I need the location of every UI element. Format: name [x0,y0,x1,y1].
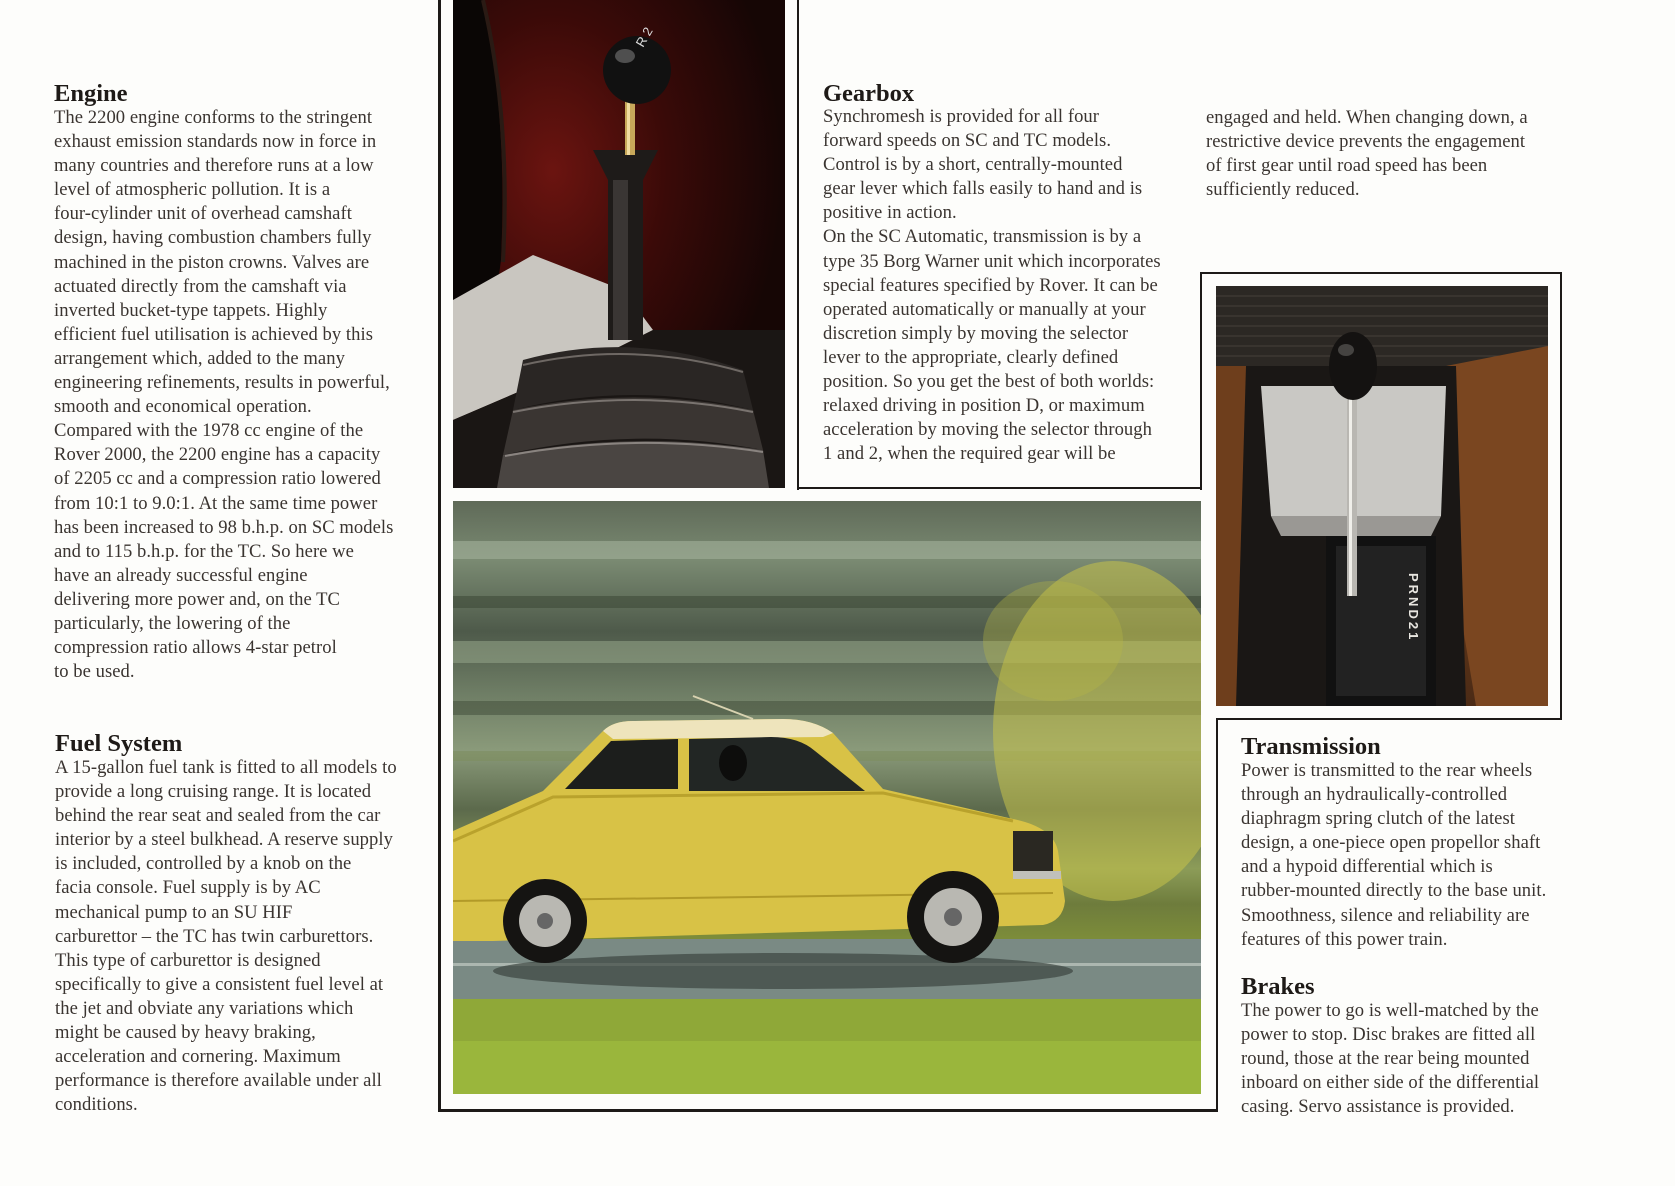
engine-heading: Engine [54,80,128,107]
gearbox-body-col2: engaged and held. When changing down, a restrictive device prevents the engagement of first gear until road speed has been sufficiently reduced. [1206,107,1528,201]
frame-gearbox-left [797,0,799,490]
yellow-car-photo [453,501,1201,1094]
frame-selector-top [1200,272,1562,274]
frame-transmission-left [1216,718,1218,1112]
fuel-system-heading: Fuel System [55,730,183,757]
selector-illustration [1216,286,1548,706]
car-illustration [453,501,1201,1094]
frame-gearbox-right [1200,272,1202,490]
gear-lever-illustration [453,0,785,488]
transmission-body: Power is transmitted to the rear wheels through an hydraulically-controlled diaphragm spring clutch of the latest design, a one-piece open propellor shaft and a hypoid differential which is rubber-mounted directly to the base unit. Smoothness, silence and reliability are features of this power train. [1241,760,1547,950]
fuel-system-body: A 15-gallon fuel tank is fitted to all models to provide a long cruising range. It is located behind the rear seat and sealed from the car interior by a steel bulkhead. A reserve supply is included, controlled by a knob on the facia console. Fuel supply is by AC mechanical pump to an SU HIF carburettor – the TC has twin carburettors. This type of carburettor is designed specifically to give a consistent fuel level at the jet and obviate any variations which might be caused by heavy braking, acceleration and cornering. Maximum performance is therefore available under all conditions. [55,757,397,1116]
selector-positions-label: PRND21 [1406,573,1421,643]
gearbox-heading: Gearbox [823,80,915,107]
brakes-heading: Brakes [1241,973,1315,1000]
frame-selector-bottom [1216,718,1562,720]
frame-left-vertical [438,0,441,1112]
automatic-selector-photo [1216,286,1548,706]
frame-selector-right [1560,272,1562,720]
brakes-body: The power to go is well-matched by the power to stop. Disc brakes are fitted all round, those at the rear being mounted inboard on either side of the differential casing. Servo assistance is provided. [1241,1000,1540,1118]
gear-knob-pattern: R 2 [632,24,656,50]
gear-lever-photo [453,0,785,488]
frame-gearbox-bottom [797,487,1202,489]
gearbox-body-col1: Synchromesh is provided for all four forward speeds on SC and TC models. Control is by a short, centrally-mounted gear lever which falls easily to hand and is positive in action. On the SC Automatic, transmission is by a type 35 Borg Warner unit which incorporates special features specified by Rover. It can be operated automatically or manually at your discretion simply by moving the selector lever to the appropriate, clearly defined position. So you get the best of both worlds: relaxed driving in position D, or maximum acceleration by moving the selector through 1 and 2, when the required gear will be [823,106,1161,465]
engine-body: The 2200 engine conforms to the stringent exhaust emission standards now in force in many countries and therefore runs at a low level of atmospheric pollution. It is a four-cylinder unit of overhead camshaft design, having combustion chambers fully machined in the piston crowns. Valves are actuated directly from the camshaft via inverted bucket-type tappets. Highly efficient fuel utilisation is achieved by this arrangement which, added to the many engineering refinements, results in powerful, smooth and economical operation. Compared with the 1978 cc engine of the Rover 2000, the 2200 engine has a capacity of 2205 cc and a compression ratio lowered from 10:1 to 9.0:1. At the same time power has been increased to 98 b.h.p. on SC models and to 115 b.h.p. for the TC. So here we have an already successful engine delivering more power and, on the TC particularly, the lowering of the compression ratio allows 4-star petrol to be used. [54,107,394,683]
frame-bottom [438,1109,1218,1112]
transmission-heading: Transmission [1241,733,1381,760]
